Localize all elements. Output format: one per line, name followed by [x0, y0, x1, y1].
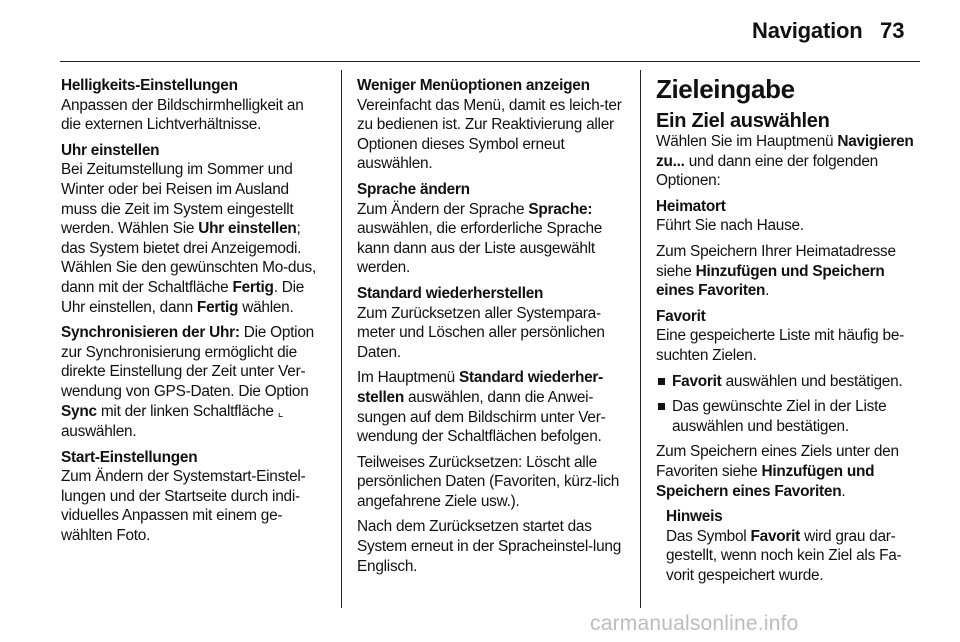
section-text: Anpassen der Bildschirmhelligkeit an die externen Lichtverhältnisse. [61, 96, 304, 134]
section-heimatort [656, 197, 924, 236]
list-item [656, 397, 924, 436]
section-text [656, 242, 924, 301]
text-run: wählen. [238, 298, 294, 316]
section-start [61, 448, 327, 546]
paragraph-hauptmenu [357, 368, 625, 446]
section-text: Zum Zurücksetzen aller Systempara-meter und Löschen aller persönlichen Daten. [357, 304, 605, 361]
menu-term: Uhr einstellen [198, 220, 297, 238]
section-sync [61, 323, 327, 442]
button-symbol-icon: ⌞ [277, 404, 284, 419]
section-text: Vereinfacht das Menü, damit es leich-ter zu bedienen ist. Zur Reaktivierung aller Optionen dieses Symbol erneut auswählen. [357, 96, 622, 173]
text-run: auswählen, dann die Anwei-sungen auf dem Bildschirm unter Ver-wendung der Schaltflächen befolgen. [357, 388, 606, 446]
section-text [61, 323, 327, 442]
section-text: Zum Ändern der Systemstart-Einstel-lungen und der Startseite durch indi-viduelles Anpassen mit einem ge-wählten Foto. [61, 468, 306, 545]
column-left [61, 76, 327, 552]
section-title: Uhr einstellen [61, 141, 160, 159]
section-sprache [357, 180, 625, 278]
menu-term: Sync [61, 402, 97, 420]
text-run: . [841, 482, 846, 500]
square-bullet-icon [658, 378, 665, 385]
text-run: mit der linken Schaltfläche [96, 402, 278, 420]
text-run: Zum Speichern eines Ziels unter den Favoriten siehe [656, 443, 899, 480]
menu-term: Synchronisieren der Uhr: [61, 324, 240, 342]
text-run: auswählen, die erforderliche Sprache kann dann aus der Liste ausgewählt werden. [357, 220, 603, 277]
square-bullet-icon [658, 403, 665, 410]
section-title: Sprache ändern [357, 180, 470, 198]
menu-term: Fertig [196, 298, 239, 316]
text-run: Die Option zur Synchronisierung ermöglicht die direkte Einstellung der Zeit unter Ver-wendung von GPS-Daten. Die Option [61, 324, 314, 400]
text-run: . Die Uhr einstellen, dann [61, 278, 305, 316]
menu-term: Favorit [750, 527, 801, 545]
text-run: Bei Zeitumstellung im Sommer und Winter oder bei Reisen im Ausland muss die Zeit im System eingestellt werden. Wählen Sie [61, 161, 294, 238]
note-title: Hinweis [666, 508, 723, 526]
menu-term: Favorit [672, 372, 722, 390]
paragraph-teilweise [357, 453, 625, 512]
text-run: Das Symbol [666, 527, 751, 545]
text-run: Wählen Sie im Hauptmenü [656, 133, 838, 150]
text-run: und dann eine der folgenden Optionen: [656, 152, 878, 190]
watermark: carmanualsonline.info [590, 612, 799, 635]
text-run: . [765, 282, 770, 300]
section-text: Eine gespeicherte Liste mit häufig be-suchten Zielen. [656, 327, 905, 364]
text-run: auswählen und bestätigen. [721, 372, 903, 390]
section-title: Heimatort [656, 197, 726, 215]
section-helligkeit [61, 76, 327, 135]
section-title: Favorit [656, 307, 706, 325]
section-text: Teilweises Zurücksetzen: Löscht alle persönlichen Daten (Favoriten, kürz-lich angefahrene Ziele usw.). [357, 453, 620, 510]
menu-term: Sprache: [528, 200, 593, 218]
section-text [61, 160, 327, 317]
section-standard [357, 284, 625, 362]
paragraph-intro [656, 132, 924, 191]
menu-term: Standard wiederher-stellen [357, 369, 604, 406]
heading-ziel-auswaehlen: Ein Ziel auswählen [656, 110, 830, 132]
paragraph-zum-speichern [656, 442, 924, 501]
cross-reference: Hinzufügen und Speichern eines Favoriten [656, 462, 875, 500]
cross-reference: Hinzufügen und Speichern eines Favoriten [656, 262, 885, 300]
text-run: Das gewünschte Ziel in der Liste auswählen und bestätigen. [672, 398, 887, 435]
column-divider [640, 70, 641, 608]
text-run: Zum Speichern Ihrer Heimatadresse siehe [656, 242, 896, 280]
section-text [656, 442, 924, 501]
menu-term: Fertig [232, 278, 274, 296]
section-title: Helligkeits-Einstellungen [61, 77, 238, 94]
page-header [0, 0, 960, 62]
section-text: Nach dem Zurücksetzen startet das System erneut in der Spracheinstel-lung Englisch. [357, 518, 622, 575]
section-favorit [656, 307, 924, 366]
section-uhr [61, 141, 327, 317]
list-item [656, 372, 924, 392]
text-run: Zum Ändern der Sprache [357, 200, 529, 218]
section-title: Start-Einstellungen [61, 448, 198, 466]
text-run: wird grau dar-gestellt, wenn noch kein Ziel als Fa-vorit gespeichert wurde. [666, 527, 902, 584]
section-title: Weniger Menüoptionen anzeigen [357, 77, 590, 94]
section-text: Führt Sie nach Hause. [656, 217, 804, 235]
section-weniger [357, 76, 625, 174]
text-run: Im Hauptmenü [357, 369, 459, 387]
menu-term: Navigieren zu... [656, 133, 914, 170]
header-rule [60, 61, 920, 62]
note-hinweis [666, 507, 924, 585]
text-run: auswählen. [61, 423, 137, 441]
section-text [357, 200, 625, 278]
section-text [357, 368, 625, 446]
note-text [666, 527, 924, 586]
section-text [656, 132, 924, 191]
heading-zieleingabe: Zieleingabe [656, 74, 795, 104]
column-right [656, 76, 924, 591]
column-middle [357, 76, 625, 582]
paragraph-nach-reset [357, 517, 625, 576]
section-title: Standard wiederherstellen [357, 284, 544, 302]
text-run: ; das System bietet drei Anzeigemodi. Wählen Sie den gewünschten Mo-dus, dann mit der Schaltfläche [61, 220, 317, 296]
page-title: Navigation [752, 18, 863, 43]
page-number: 73 [880, 18, 905, 43]
column-divider [341, 70, 342, 608]
paragraph-speichern [656, 242, 924, 301]
